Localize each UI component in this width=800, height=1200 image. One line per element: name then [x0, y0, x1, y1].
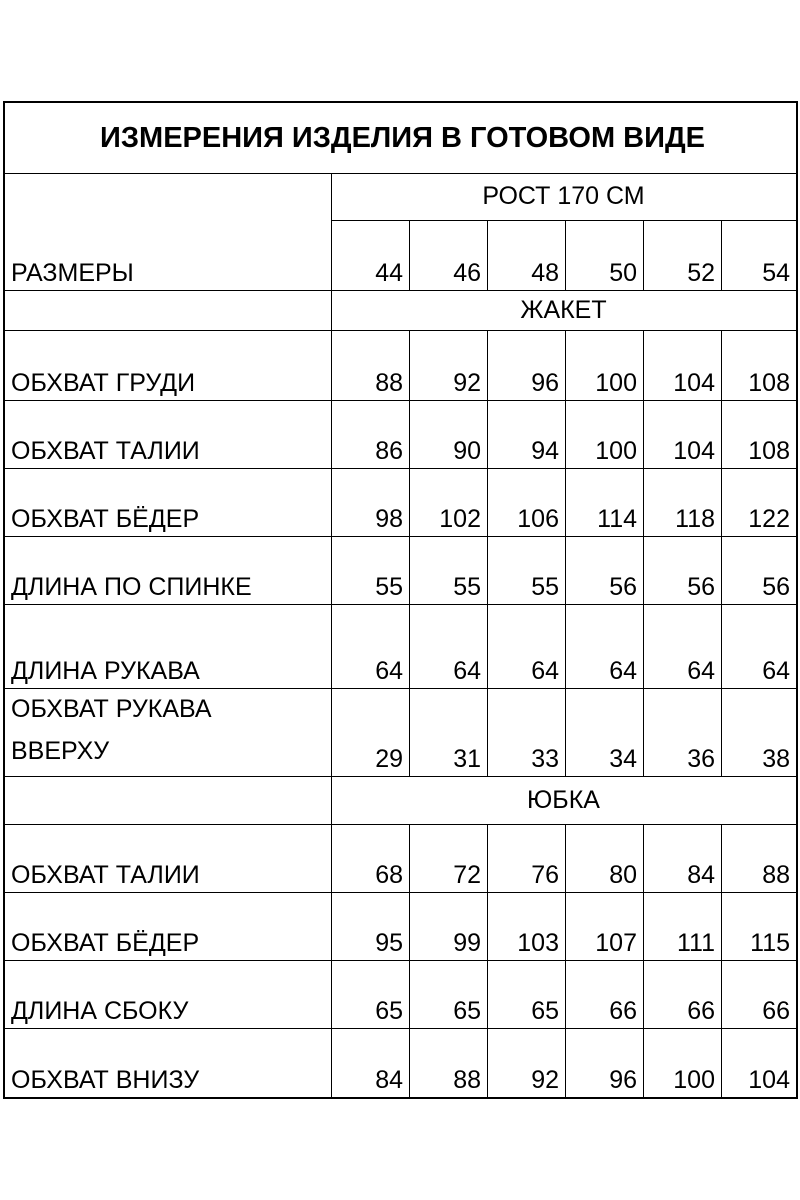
column-divider [409, 960, 410, 1028]
column-divider [721, 400, 722, 468]
measurement-value: 106 [517, 505, 559, 533]
measurement-value: 56 [762, 573, 790, 601]
row-label: ОБХВАТ ГРУДИ [11, 369, 196, 397]
measurement-value: 64 [762, 657, 790, 685]
column-divider [487, 960, 488, 1028]
column-divider [721, 604, 722, 688]
measurement-value: 96 [609, 1066, 637, 1094]
measurement-value: 94 [531, 437, 559, 465]
measurement-value: 66 [609, 997, 637, 1025]
column-divider [565, 688, 566, 776]
measurement-value: 114 [597, 505, 637, 533]
column-divider [331, 468, 332, 536]
measurement-value: 96 [531, 369, 559, 397]
column-divider [331, 290, 332, 330]
column-divider [721, 824, 722, 892]
measurement-value: 64 [453, 657, 481, 685]
measurement-value: 64 [687, 657, 715, 685]
measurement-value: 38 [762, 745, 790, 773]
column-divider [721, 536, 722, 604]
measurement-value: 84 [687, 861, 715, 889]
size-header: 54 [762, 259, 790, 287]
measurement-value: 100 [595, 437, 637, 465]
measurement-value: 66 [687, 997, 715, 1025]
measurement-value: 108 [748, 437, 790, 465]
measurement-value: 88 [453, 1066, 481, 1094]
measurement-value: 65 [453, 997, 481, 1025]
measurement-value: 65 [531, 997, 559, 1025]
column-divider [643, 892, 644, 960]
measurement-value: 95 [375, 929, 403, 957]
column-divider [487, 330, 488, 400]
measurement-value: 64 [375, 657, 403, 685]
measurement-value: 122 [748, 505, 790, 533]
column-divider [643, 824, 644, 892]
row-label: ОБХВАТ БЁДЕР [11, 505, 200, 533]
section-header: ЮБКА [527, 785, 600, 814]
measurement-value: 99 [453, 929, 481, 957]
column-divider [643, 688, 644, 776]
measurement-value: 31 [453, 745, 481, 773]
column-divider [721, 468, 722, 536]
measurement-value: 80 [609, 861, 637, 889]
row-label: ДЛИНА СБОКУ [11, 997, 189, 1025]
row-label-line: ВВЕРХУ [11, 737, 110, 765]
measurement-value: 103 [517, 929, 559, 957]
measurement-value: 100 [673, 1066, 715, 1094]
column-divider [643, 468, 644, 536]
measurement-value: 104 [673, 437, 715, 465]
column-divider [487, 824, 488, 892]
column-divider [487, 604, 488, 688]
column-divider [487, 468, 488, 536]
row-label [5, 688, 331, 776]
size-header: 44 [375, 259, 403, 287]
row-label: ДЛИНА ПО СПИНКЕ [11, 573, 252, 601]
column-divider [487, 536, 488, 604]
column-divider [409, 824, 410, 892]
measurement-value: 104 [673, 369, 715, 397]
measurement-value: 72 [453, 861, 481, 889]
measurement-value: 56 [687, 573, 715, 601]
column-divider [409, 400, 410, 468]
height-label: РОСТ 170 СМ [482, 182, 645, 210]
column-divider [331, 776, 332, 824]
size-header: 48 [531, 259, 559, 287]
column-divider [565, 400, 566, 468]
column-divider [643, 1028, 644, 1097]
measurement-value: 88 [375, 369, 403, 397]
column-divider [331, 688, 332, 776]
size-chart-table [3, 101, 798, 1099]
measurement-value: 56 [609, 573, 637, 601]
column-divider [565, 892, 566, 960]
column-divider [487, 892, 488, 960]
measurement-value: 29 [375, 745, 403, 773]
measurement-value: 55 [531, 573, 559, 601]
column-divider [487, 400, 488, 468]
column-divider [721, 1028, 722, 1097]
column-divider [409, 1028, 410, 1097]
row-label: ОБХВАТ БЁДЕР [11, 929, 200, 957]
column-divider [409, 688, 410, 776]
measurement-value: 55 [375, 573, 403, 601]
column-divider [643, 960, 644, 1028]
measurement-value: 34 [609, 745, 637, 773]
measurement-value: 102 [439, 505, 481, 533]
column-divider [565, 824, 566, 892]
column-divider [565, 1028, 566, 1097]
size-header: 50 [609, 259, 637, 287]
measurement-value: 86 [375, 437, 403, 465]
measurement-value: 118 [675, 505, 715, 533]
row-label: ОБХВАТ ТАЛИИ [11, 437, 200, 465]
measurement-value: 84 [375, 1066, 403, 1094]
measurement-value: 92 [453, 369, 481, 397]
column-divider [409, 220, 410, 290]
measurement-value: 64 [609, 657, 637, 685]
measurement-value: 65 [375, 997, 403, 1025]
sizes-label: РАЗМЕРЫ [11, 259, 134, 287]
column-divider [409, 468, 410, 536]
measurement-value: 64 [531, 657, 559, 685]
column-divider [643, 604, 644, 688]
column-divider [721, 892, 722, 960]
row-label-line: ОБХВАТ РУКАВА [11, 695, 212, 723]
column-divider [721, 688, 722, 776]
column-divider [643, 536, 644, 604]
column-divider [331, 536, 332, 604]
column-divider [409, 604, 410, 688]
column-divider [721, 330, 722, 400]
measurement-value: 111 [676, 929, 715, 957]
measurement-value: 107 [595, 929, 637, 957]
column-divider [331, 400, 332, 468]
size-header: 52 [687, 259, 715, 287]
column-divider [409, 536, 410, 604]
column-divider [643, 330, 644, 400]
column-divider [331, 604, 332, 688]
measurement-value: 108 [748, 369, 790, 397]
measurement-value: 68 [375, 861, 403, 889]
measurement-value: 92 [531, 1066, 559, 1094]
measurement-value: 88 [762, 861, 790, 889]
measurement-value: 98 [375, 505, 403, 533]
measurement-value: 33 [531, 745, 559, 773]
column-divider [643, 220, 644, 290]
column-divider [331, 330, 332, 400]
column-divider [643, 400, 644, 468]
column-divider [331, 960, 332, 1028]
row-label: ОБХВАТ ВНИЗУ [11, 1066, 200, 1094]
column-divider [487, 1028, 488, 1097]
column-divider [331, 1028, 332, 1097]
row-label: ОБХВАТ ТАЛИИ [11, 861, 200, 889]
measurement-value: 55 [453, 573, 481, 601]
column-divider [721, 960, 722, 1028]
table-title: ИЗМЕРЕНИЯ ИЗДЕЛИЯ В ГОТОВОМ ВИДЕ [100, 121, 705, 154]
column-divider [565, 468, 566, 536]
column-divider [565, 536, 566, 604]
column-divider [487, 688, 488, 776]
column-divider [565, 220, 566, 290]
measurement-value: 90 [453, 437, 481, 465]
size-header: 46 [453, 259, 481, 287]
column-divider [487, 220, 488, 290]
measurement-value: 115 [750, 929, 790, 957]
column-divider [331, 892, 332, 960]
measurement-value: 66 [762, 997, 790, 1025]
column-divider [565, 330, 566, 400]
column-divider [565, 604, 566, 688]
measurement-value: 100 [595, 369, 637, 397]
column-divider [409, 892, 410, 960]
measurement-value: 104 [748, 1066, 790, 1094]
row-label: ДЛИНА РУКАВА [11, 657, 200, 685]
column-divider [565, 960, 566, 1028]
measurement-value: 76 [531, 861, 559, 889]
section-header: ЖАКЕТ [520, 295, 607, 324]
measurement-value: 36 [687, 745, 715, 773]
column-divider [721, 220, 722, 290]
column-divider [409, 330, 410, 400]
column-divider [331, 824, 332, 892]
